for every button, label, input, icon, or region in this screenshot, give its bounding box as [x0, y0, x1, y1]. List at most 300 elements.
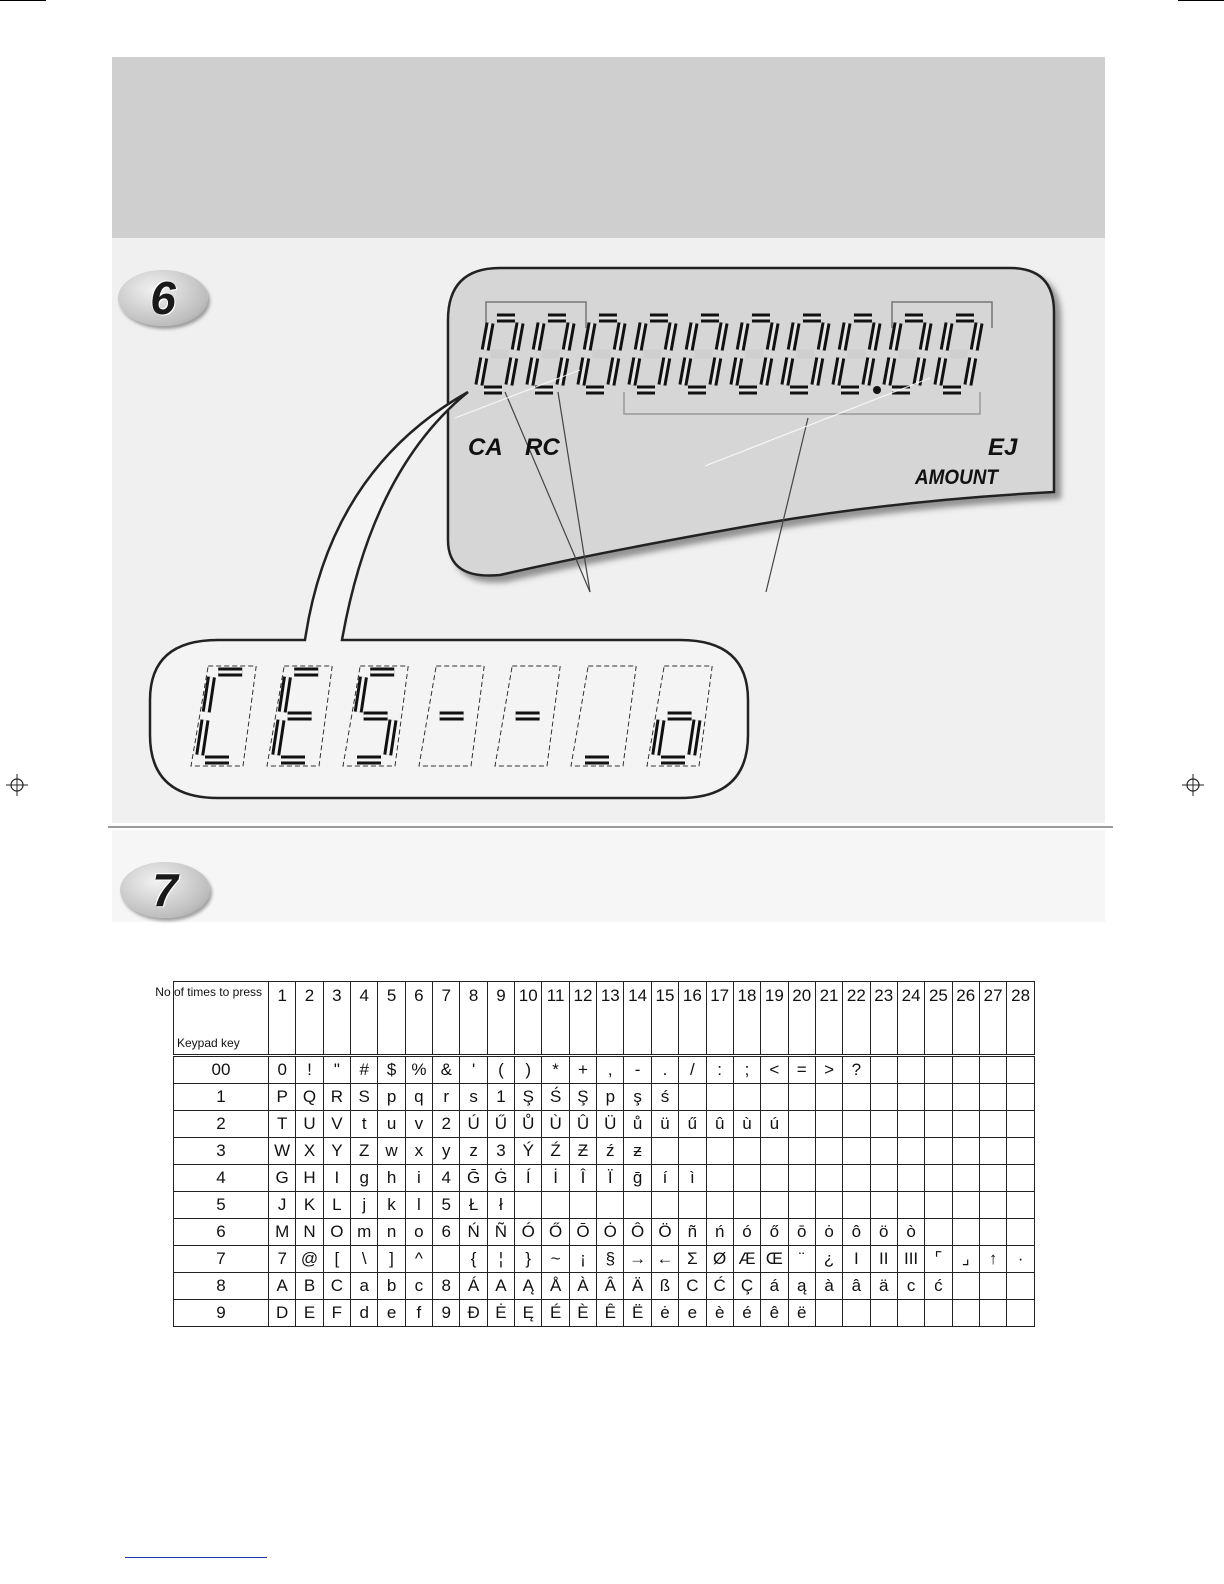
- character-cell: 8: [433, 1273, 460, 1300]
- character-cell: Ę: [515, 1300, 542, 1327]
- character-cell: [897, 1111, 924, 1138]
- character-cell: [843, 1165, 870, 1192]
- character-cell: U: [296, 1111, 323, 1138]
- character-cell: È: [569, 1300, 596, 1327]
- press-count-header: 2: [296, 982, 323, 1056]
- character-cell: b: [378, 1273, 405, 1300]
- character-cell: ź: [597, 1138, 624, 1165]
- character-cell: [624, 1192, 651, 1219]
- character-cell: Ä: [624, 1273, 651, 1300]
- character-cell: [897, 1165, 924, 1192]
- character-cell: [870, 1084, 897, 1111]
- character-cell: 6: [433, 1219, 460, 1246]
- character-cell: [952, 1111, 979, 1138]
- character-cell: ş: [624, 1084, 651, 1111]
- character-cell: Ë: [624, 1300, 651, 1327]
- character-cell: w: [378, 1138, 405, 1165]
- character-cell: y: [433, 1138, 460, 1165]
- table-row: [174, 1084, 1035, 1111]
- press-count-header: 5: [378, 982, 405, 1056]
- character-cell: [979, 1138, 1006, 1165]
- character-cell: Ø: [706, 1246, 733, 1273]
- character-cell: 9: [433, 1300, 460, 1327]
- character-cell: [870, 1111, 897, 1138]
- character-cell: Ȯ: [597, 1219, 624, 1246]
- press-count-header: 9: [487, 982, 514, 1056]
- character-cell: ą: [788, 1273, 815, 1300]
- character-cell: e: [378, 1300, 405, 1327]
- character-cell: ű: [679, 1111, 706, 1138]
- character-cell: X: [296, 1138, 323, 1165]
- character-cell: ë: [788, 1300, 815, 1327]
- character-cell: Ý: [515, 1138, 542, 1165]
- character-cell: Â: [597, 1273, 624, 1300]
- character-cell: ß: [651, 1273, 678, 1300]
- character-cell: @: [296, 1246, 323, 1273]
- character-cell: o: [405, 1219, 432, 1246]
- press-count-header: 1: [269, 982, 296, 1056]
- character-cell: p: [378, 1084, 405, 1111]
- character-cell: [843, 1138, 870, 1165]
- character-cell: Œ: [761, 1246, 788, 1273]
- character-cell: D: [269, 1300, 296, 1327]
- table-row: [174, 1165, 1035, 1192]
- press-count-header: 6: [405, 982, 432, 1056]
- character-cell: ): [515, 1056, 542, 1084]
- character-cell: ·: [1007, 1246, 1035, 1273]
- press-count-header: 16: [679, 982, 706, 1056]
- character-cell: [761, 1138, 788, 1165]
- section-divider: [108, 826, 1113, 828]
- character-cell: c: [897, 1273, 924, 1300]
- character-cell: T: [269, 1111, 296, 1138]
- character-cell: [925, 1084, 952, 1111]
- character-cell: Ù: [542, 1111, 569, 1138]
- character-cell: Ą: [515, 1273, 542, 1300]
- character-cell: ←: [651, 1246, 678, 1273]
- registration-mark: [1182, 774, 1204, 796]
- character-cell: [979, 1192, 1006, 1219]
- character-cell: [788, 1192, 815, 1219]
- legend-ej: EJ: [988, 434, 1018, 461]
- character-cell: g: [351, 1165, 378, 1192]
- character-cell: [1007, 1300, 1035, 1327]
- character-cell: ḡ: [624, 1165, 651, 1192]
- character-cell: I: [843, 1246, 870, 1273]
- character-cell: Û: [569, 1111, 596, 1138]
- character-cell: 3: [487, 1138, 514, 1165]
- character-cell: Ń: [460, 1219, 487, 1246]
- press-count-header: 4: [351, 982, 378, 1056]
- character-cell: Í: [515, 1165, 542, 1192]
- character-cell: ń: [706, 1219, 733, 1246]
- character-cell: [1007, 1165, 1035, 1192]
- character-cell: Z: [351, 1138, 378, 1165]
- character-cell: ś: [651, 1084, 678, 1111]
- character-cell: [: [323, 1246, 350, 1273]
- character-cell: [843, 1084, 870, 1111]
- press-count-header: 11: [542, 982, 569, 1056]
- character-cell: A: [269, 1273, 296, 1300]
- character-cell: C: [679, 1273, 706, 1300]
- character-cell: s: [460, 1084, 487, 1111]
- character-cell: [979, 1084, 1006, 1111]
- keypad-key-cell: 8: [174, 1273, 269, 1300]
- character-cell: L: [323, 1192, 350, 1219]
- lcd-decimal-point: [873, 386, 881, 394]
- character-cell: [870, 1056, 897, 1084]
- step-7-panel: [112, 830, 1105, 922]
- character-cell: [679, 1192, 706, 1219]
- press-count-header: 13: [597, 982, 624, 1056]
- character-cell: Ś: [542, 1084, 569, 1111]
- character-cell: ": [323, 1056, 350, 1084]
- character-cell: ł: [487, 1192, 514, 1219]
- keypad-key-cell: 00: [174, 1056, 269, 1084]
- character-cell: S: [351, 1084, 378, 1111]
- step-7-badge: [120, 862, 210, 918]
- character-cell: ė: [651, 1300, 678, 1327]
- registration-mark: [6, 774, 28, 796]
- character-cell: ó: [733, 1219, 760, 1246]
- character-cell: İ: [542, 1165, 569, 1192]
- character-cell: ': [460, 1056, 487, 1084]
- press-count-header: 7: [433, 982, 460, 1056]
- character-cell: [706, 1165, 733, 1192]
- character-cell: [706, 1138, 733, 1165]
- character-cell: Ñ: [487, 1219, 514, 1246]
- character-cell: ?: [843, 1056, 870, 1084]
- character-cell: [925, 1219, 952, 1246]
- character-cell: [870, 1165, 897, 1192]
- character-cell: E: [296, 1300, 323, 1327]
- character-cell: É: [542, 1300, 569, 1327]
- legend-rc: RC: [525, 434, 560, 461]
- character-cell: G: [269, 1165, 296, 1192]
- character-cell: [925, 1192, 952, 1219]
- character-cell: é: [733, 1300, 760, 1327]
- character-cell: H: [296, 1165, 323, 1192]
- character-cell: ↑: [979, 1246, 1006, 1273]
- character-cell: ¿: [815, 1246, 842, 1273]
- character-cell: R: [323, 1084, 350, 1111]
- character-cell: F: [323, 1300, 350, 1327]
- press-count-header: 28: [1007, 982, 1035, 1056]
- character-cell: [679, 1138, 706, 1165]
- character-cell: Ł: [460, 1192, 487, 1219]
- press-count-header: 14: [624, 982, 651, 1056]
- character-cell: v: [405, 1111, 432, 1138]
- character-cell: Ő: [542, 1219, 569, 1246]
- press-count-header: 17: [706, 982, 733, 1056]
- character-cell: [733, 1138, 760, 1165]
- character-cell: 0: [269, 1056, 296, 1084]
- table-row: [174, 1300, 1035, 1327]
- character-cell: ü: [651, 1111, 678, 1138]
- character-cell: .: [651, 1056, 678, 1084]
- character-cell: [651, 1192, 678, 1219]
- character-cell: ä: [870, 1273, 897, 1300]
- table-row: [174, 1138, 1035, 1165]
- press-count-header: 21: [815, 982, 842, 1056]
- character-cell: -: [624, 1056, 651, 1084]
- character-cell: p: [597, 1084, 624, 1111]
- character-cell: [843, 1111, 870, 1138]
- character-cell: [843, 1300, 870, 1327]
- character-cell: [1007, 1138, 1035, 1165]
- character-cell: {: [460, 1246, 487, 1273]
- character-cell: [979, 1165, 1006, 1192]
- character-cell: Á: [460, 1273, 487, 1300]
- character-cell: ő: [761, 1219, 788, 1246]
- character-cell: Ú: [460, 1111, 487, 1138]
- keypad-key-header: Keypad key: [177, 1036, 240, 1050]
- press-count-header: 8: [460, 982, 487, 1056]
- character-table: [155, 981, 1035, 1327]
- character-cell: 2: [433, 1111, 460, 1138]
- character-cell: í: [651, 1165, 678, 1192]
- character-cell: [952, 1192, 979, 1219]
- character-cell: [979, 1219, 1006, 1246]
- character-cell: [815, 1138, 842, 1165]
- character-cell: Ḡ: [460, 1165, 487, 1192]
- character-cell: P: [269, 1084, 296, 1111]
- character-cell: ȯ: [815, 1219, 842, 1246]
- character-cell: *: [542, 1056, 569, 1084]
- keypad-key-cell: 2: [174, 1111, 269, 1138]
- table-row: [174, 1246, 1035, 1273]
- character-cell: =: [788, 1056, 815, 1084]
- character-cell: z: [460, 1138, 487, 1165]
- character-cell: u: [378, 1111, 405, 1138]
- character-cell: i: [405, 1165, 432, 1192]
- presses-header: No of times to press: [155, 985, 262, 999]
- character-cell: q: [405, 1084, 432, 1111]
- press-count-header: 27: [979, 982, 1006, 1056]
- press-count-header: 18: [733, 982, 760, 1056]
- legend-amount: AMOUNT: [915, 466, 998, 489]
- character-cell: Î: [569, 1165, 596, 1192]
- character-cell: [870, 1300, 897, 1327]
- character-cell: Ć: [706, 1273, 733, 1300]
- character-cell: Ė: [487, 1300, 514, 1327]
- character-cell: Đ: [460, 1300, 487, 1327]
- character-cell: Ç: [733, 1273, 760, 1300]
- character-cell: /: [679, 1056, 706, 1084]
- character-cell: ¡: [569, 1246, 596, 1273]
- character-cell: ;: [733, 1056, 760, 1084]
- character-cell: [925, 1165, 952, 1192]
- character-cell: Ö: [651, 1219, 678, 1246]
- keypad-key-cell: 1: [174, 1084, 269, 1111]
- character-cell: [1007, 1084, 1035, 1111]
- character-cell: I: [323, 1165, 350, 1192]
- character-cell: 4: [433, 1165, 460, 1192]
- character-cell: M: [269, 1219, 296, 1246]
- character-cell: ¨: [788, 1246, 815, 1273]
- character-cell: <: [761, 1056, 788, 1084]
- character-cell: [788, 1138, 815, 1165]
- character-cell: [542, 1192, 569, 1219]
- character-cell: j: [351, 1192, 378, 1219]
- character-cell: Ű: [487, 1111, 514, 1138]
- character-cell: [788, 1165, 815, 1192]
- character-cell: ú: [761, 1111, 788, 1138]
- character-cell: +: [569, 1056, 596, 1084]
- character-cell: [706, 1084, 733, 1111]
- character-cell: [870, 1192, 897, 1219]
- character-cell: W: [269, 1138, 296, 1165]
- keypad-key-cell: 7: [174, 1246, 269, 1273]
- character-cell: á: [761, 1273, 788, 1300]
- step-7-number: 7: [152, 864, 178, 916]
- character-cell: Ô: [624, 1219, 651, 1246]
- character-cell: Q: [296, 1084, 323, 1111]
- keypad-key-cell: 6: [174, 1219, 269, 1246]
- character-cell: [1007, 1192, 1035, 1219]
- press-count-header: 24: [897, 982, 924, 1056]
- keypad-key-cell: 3: [174, 1138, 269, 1165]
- table-row: [174, 1273, 1035, 1300]
- press-count-header: 20: [788, 982, 815, 1056]
- character-cell: [843, 1192, 870, 1219]
- character-cell: K: [296, 1192, 323, 1219]
- character-cell: è: [706, 1300, 733, 1327]
- character-cell: \: [351, 1246, 378, 1273]
- press-count-header: 10: [515, 982, 542, 1056]
- character-cell: Ï: [597, 1165, 624, 1192]
- press-count-header: 3: [323, 982, 350, 1056]
- character-cell: Ó: [515, 1219, 542, 1246]
- character-cell: [815, 1084, 842, 1111]
- character-cell: Å: [542, 1273, 569, 1300]
- character-cell: [897, 1138, 924, 1165]
- character-cell: [952, 1300, 979, 1327]
- character-cell: [815, 1111, 842, 1138]
- character-cell: [897, 1192, 924, 1219]
- character-cell: [1007, 1219, 1035, 1246]
- character-cell: Ź: [542, 1138, 569, 1165]
- character-cell: x: [405, 1138, 432, 1165]
- character-cell: ů: [624, 1111, 651, 1138]
- character-cell: ñ: [679, 1219, 706, 1246]
- character-cell: Y: [323, 1138, 350, 1165]
- character-cell: [761, 1192, 788, 1219]
- press-count-header: 15: [651, 982, 678, 1056]
- character-cell: Σ: [679, 1246, 706, 1273]
- character-cell: h: [378, 1165, 405, 1192]
- character-cell: [952, 1219, 979, 1246]
- character-cell: Ƶ: [569, 1138, 596, 1165]
- character-cell: [515, 1192, 542, 1219]
- character-cell: [433, 1246, 460, 1273]
- character-cell: ⌜: [925, 1246, 952, 1273]
- character-cell: V: [323, 1111, 350, 1138]
- character-cell: ,: [597, 1056, 624, 1084]
- character-cell: [1007, 1273, 1035, 1300]
- character-cell: [979, 1111, 1006, 1138]
- character-cell: r: [433, 1084, 460, 1111]
- character-cell: [897, 1300, 924, 1327]
- character-cell: ì: [679, 1165, 706, 1192]
- step-6-number: 6: [150, 272, 176, 324]
- press-count-header: 12: [569, 982, 596, 1056]
- character-cell: [733, 1192, 760, 1219]
- table-row: [174, 1056, 1035, 1084]
- character-cell: ù: [733, 1111, 760, 1138]
- character-cell: [952, 1138, 979, 1165]
- character-cell: III: [897, 1246, 924, 1273]
- character-cell: m: [351, 1219, 378, 1246]
- character-cell: [815, 1300, 842, 1327]
- character-cell: ]: [378, 1246, 405, 1273]
- character-cell: →: [624, 1246, 651, 1273]
- character-cell: ò: [897, 1219, 924, 1246]
- character-cell: [815, 1165, 842, 1192]
- legend-ca: CA: [468, 434, 503, 461]
- character-cell: [897, 1056, 924, 1084]
- character-cell: Æ: [733, 1246, 760, 1273]
- character-cell: À: [569, 1273, 596, 1300]
- character-cell: [1007, 1111, 1035, 1138]
- character-cell: [952, 1056, 979, 1084]
- character-cell: [925, 1111, 952, 1138]
- character-cell: B: [296, 1273, 323, 1300]
- character-cell: }: [515, 1246, 542, 1273]
- character-cell: 7: [269, 1246, 296, 1273]
- character-cell: [761, 1084, 788, 1111]
- character-cell: Ê: [597, 1300, 624, 1327]
- character-cell: Ü: [597, 1111, 624, 1138]
- character-cell: [925, 1138, 952, 1165]
- character-cell: O: [323, 1219, 350, 1246]
- character-cell: [733, 1165, 760, 1192]
- character-cell: â: [843, 1273, 870, 1300]
- character-cell: l: [405, 1192, 432, 1219]
- character-cell: $: [378, 1056, 405, 1084]
- character-cell: [761, 1165, 788, 1192]
- character-cell: a: [351, 1273, 378, 1300]
- character-cell: Ġ: [487, 1165, 514, 1192]
- character-cell: [979, 1056, 1006, 1084]
- character-cell: [569, 1192, 596, 1219]
- character-cell: à: [815, 1273, 842, 1300]
- character-cell: Ō: [569, 1219, 596, 1246]
- character-cell: ć: [925, 1273, 952, 1300]
- character-cell: [979, 1273, 1006, 1300]
- character-cell: û: [706, 1111, 733, 1138]
- character-cell: [1007, 1056, 1035, 1084]
- keypad-key-cell: 4: [174, 1165, 269, 1192]
- character-cell: C: [323, 1273, 350, 1300]
- character-cell: [925, 1056, 952, 1084]
- character-cell: 5: [433, 1192, 460, 1219]
- press-count-header: 19: [761, 982, 788, 1056]
- character-cell: ¦: [487, 1246, 514, 1273]
- character-cell: [952, 1084, 979, 1111]
- table-row: [174, 1111, 1035, 1138]
- table-corner-cell: [155, 982, 269, 1056]
- character-cell: ^: [405, 1246, 432, 1273]
- character-cell: #: [351, 1056, 378, 1084]
- character-cell: ƶ: [624, 1138, 651, 1165]
- press-count-header: 26: [952, 982, 979, 1056]
- character-cell: ō: [788, 1219, 815, 1246]
- character-cell: ê: [761, 1300, 788, 1327]
- character-cell: [597, 1192, 624, 1219]
- character-cell: %: [405, 1056, 432, 1084]
- character-cell: [788, 1084, 815, 1111]
